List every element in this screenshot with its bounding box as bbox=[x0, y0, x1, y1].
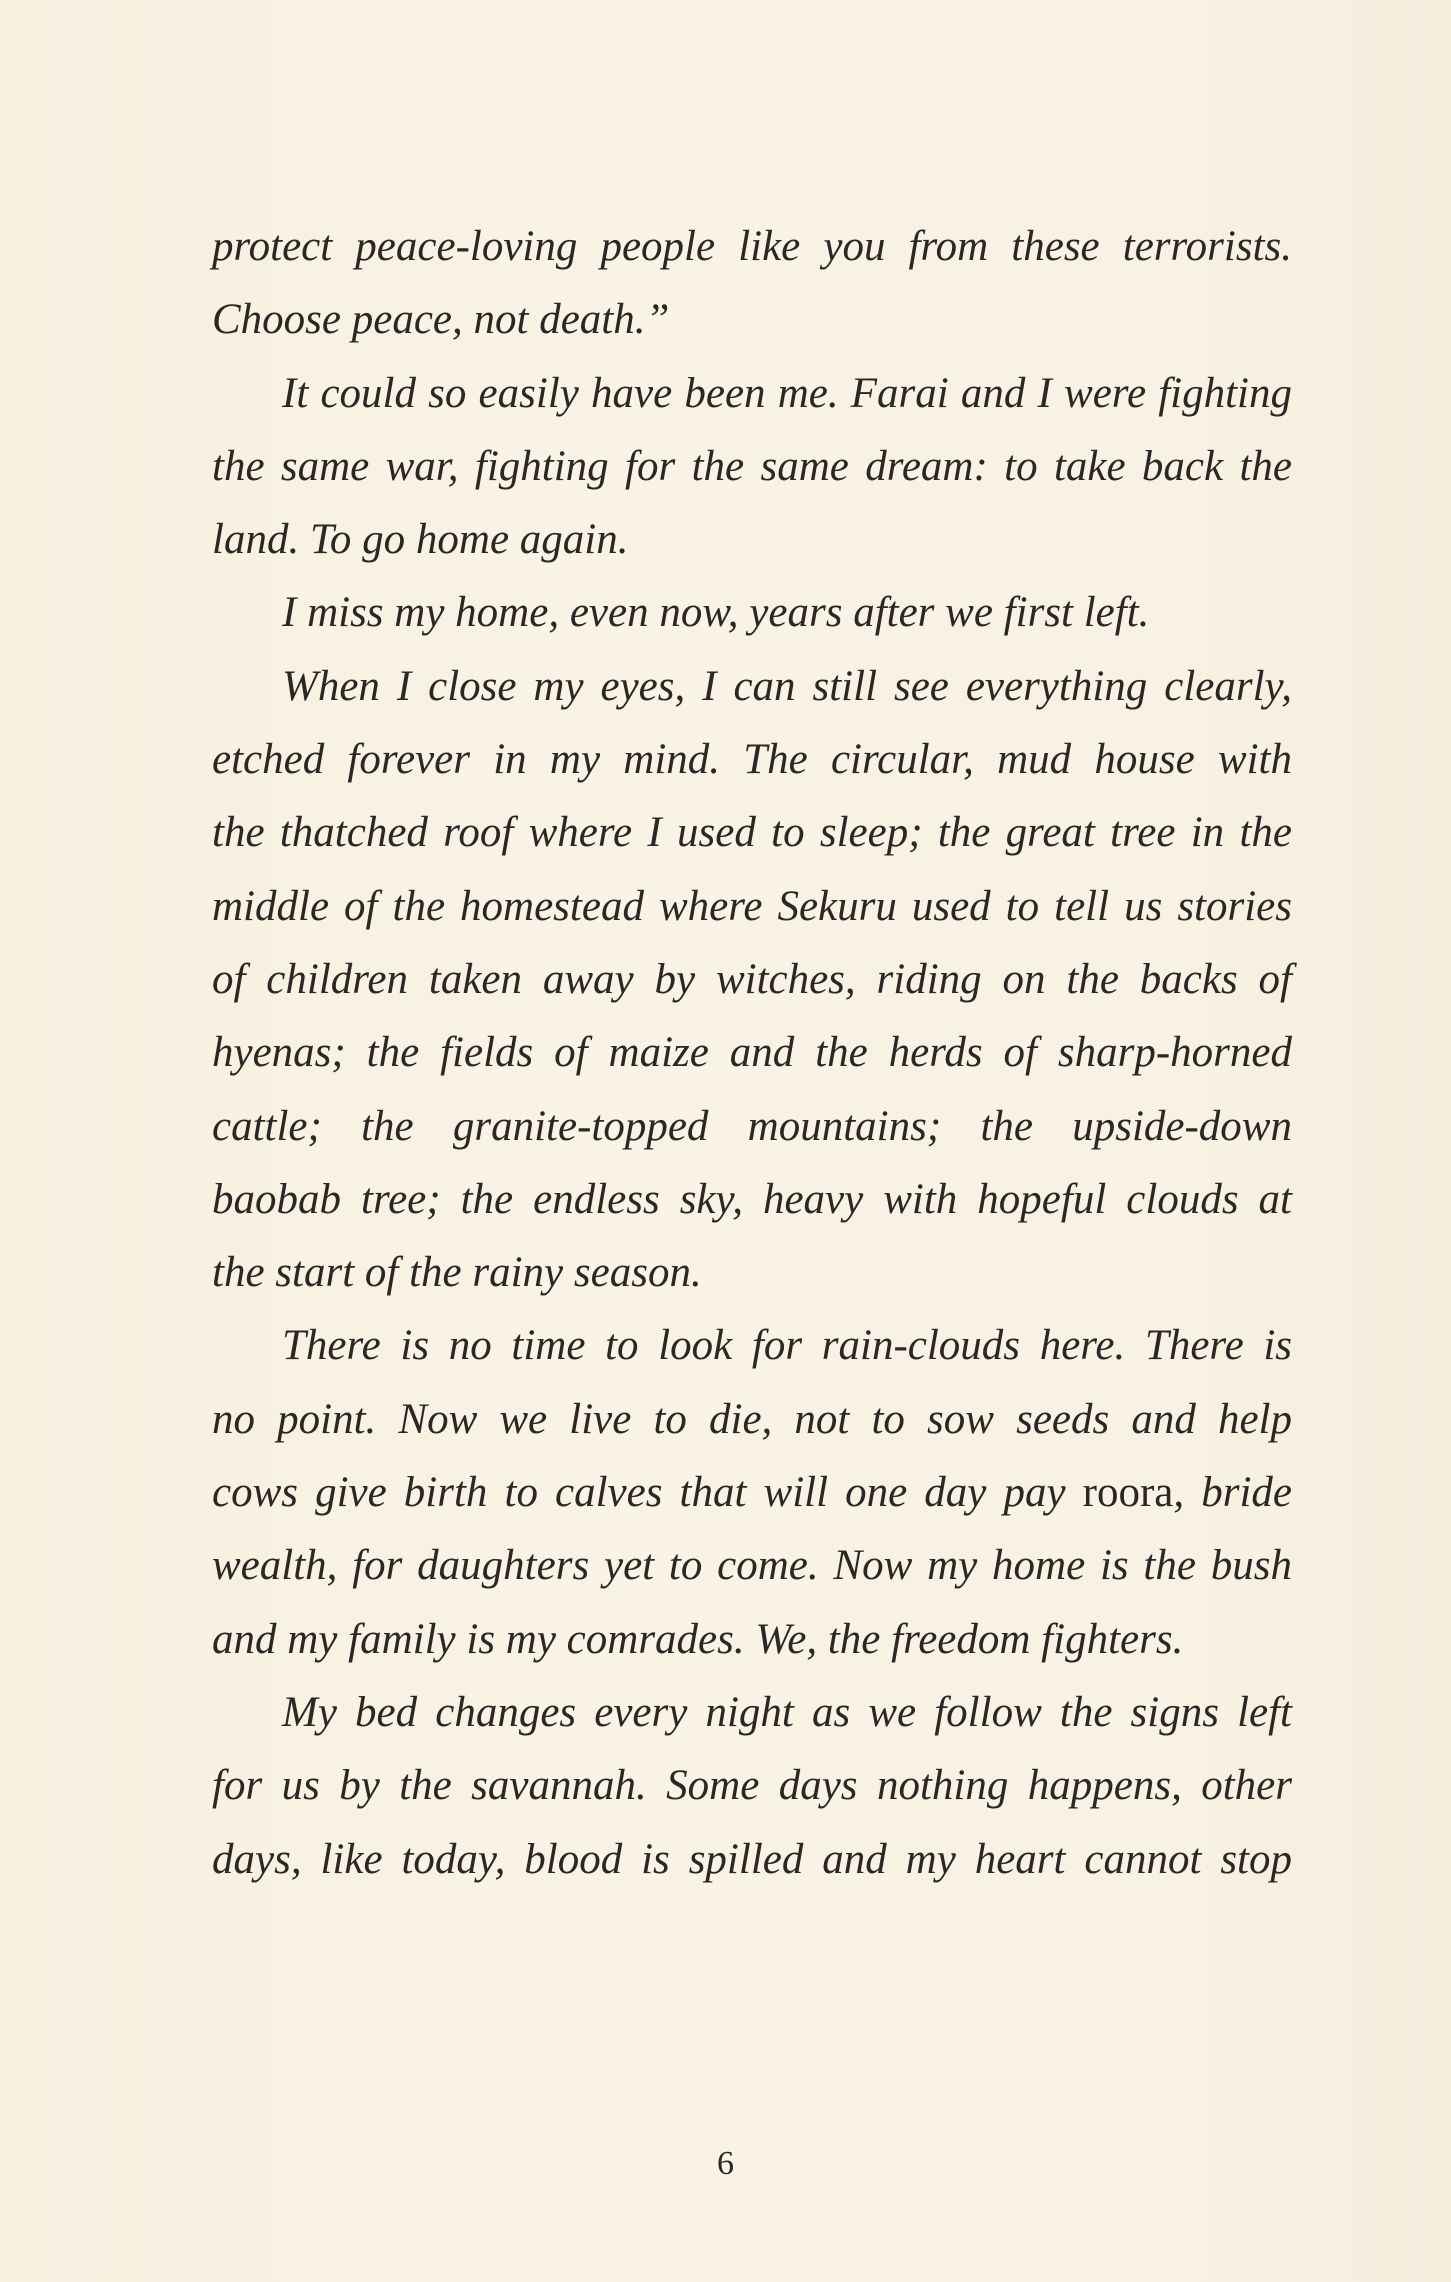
text-line: the same war, fighting for the same dream: to take back the bbox=[212, 442, 1292, 490]
text-line: days, like today, blood is spilled and my heart cannot stop bbox=[212, 1835, 1292, 1883]
text-line: land. To go home again. bbox=[212, 516, 629, 564]
text-line: for us by the savannah. Some days nothing happens, other bbox=[212, 1762, 1292, 1810]
text-line: baobab tree; the endless sky, heavy with hopeful clouds at bbox=[212, 1175, 1292, 1223]
text-line: of children taken away by witches, riding on the backs of bbox=[212, 955, 1292, 1003]
text-fragment: cows give birth to calves that will one day pay bbox=[212, 1469, 1083, 1517]
text-line: protect peace-loving people like you from these terrorists. bbox=[212, 223, 1292, 270]
body-text bbox=[212, 210, 1292, 1896]
text-line: There is no time to look for rain-clouds here. There is bbox=[282, 1322, 1292, 1370]
text-line: I miss my home, even now, years after we first left. bbox=[282, 589, 1150, 637]
text-line: no point. Now we live to die, not to sow seeds and help bbox=[212, 1395, 1292, 1443]
text-line: It could so easily have been me. Farai and I were fighting bbox=[282, 369, 1292, 417]
text-line: When I close my eyes, I can still see everything clearly, bbox=[282, 662, 1292, 710]
text-line: middle of the homestead where Sekuru used to tell us stories bbox=[212, 882, 1292, 930]
text-line: the start of the rainy season. bbox=[212, 1249, 702, 1297]
text-line: My bed changes every night as we follow the signs left bbox=[282, 1688, 1292, 1736]
text-line: and my family is my comrades. We, the freedom fighters. bbox=[212, 1615, 1184, 1663]
text-line: cattle; the granite-topped mountains; the upside-down bbox=[212, 1102, 1292, 1150]
page-number: 6 bbox=[717, 2145, 734, 2182]
text-fragment: , bride bbox=[1173, 1469, 1292, 1517]
text-line: the thatched roof where I used to sleep; the great tree in the bbox=[212, 809, 1292, 857]
text-line: hyenas; the fields of maize and the herds of sharp-horned bbox=[212, 1029, 1292, 1077]
shona-term: roora bbox=[1082, 1469, 1174, 1517]
text-line-with-term bbox=[212, 1456, 1292, 1529]
text-line: Choose peace, not death.” bbox=[212, 296, 670, 344]
text-line: wealth, for daughters yet to come. Now my home is the bush bbox=[212, 1542, 1292, 1590]
text-line: etched forever in my mind. The circular, mud house with bbox=[212, 736, 1292, 784]
